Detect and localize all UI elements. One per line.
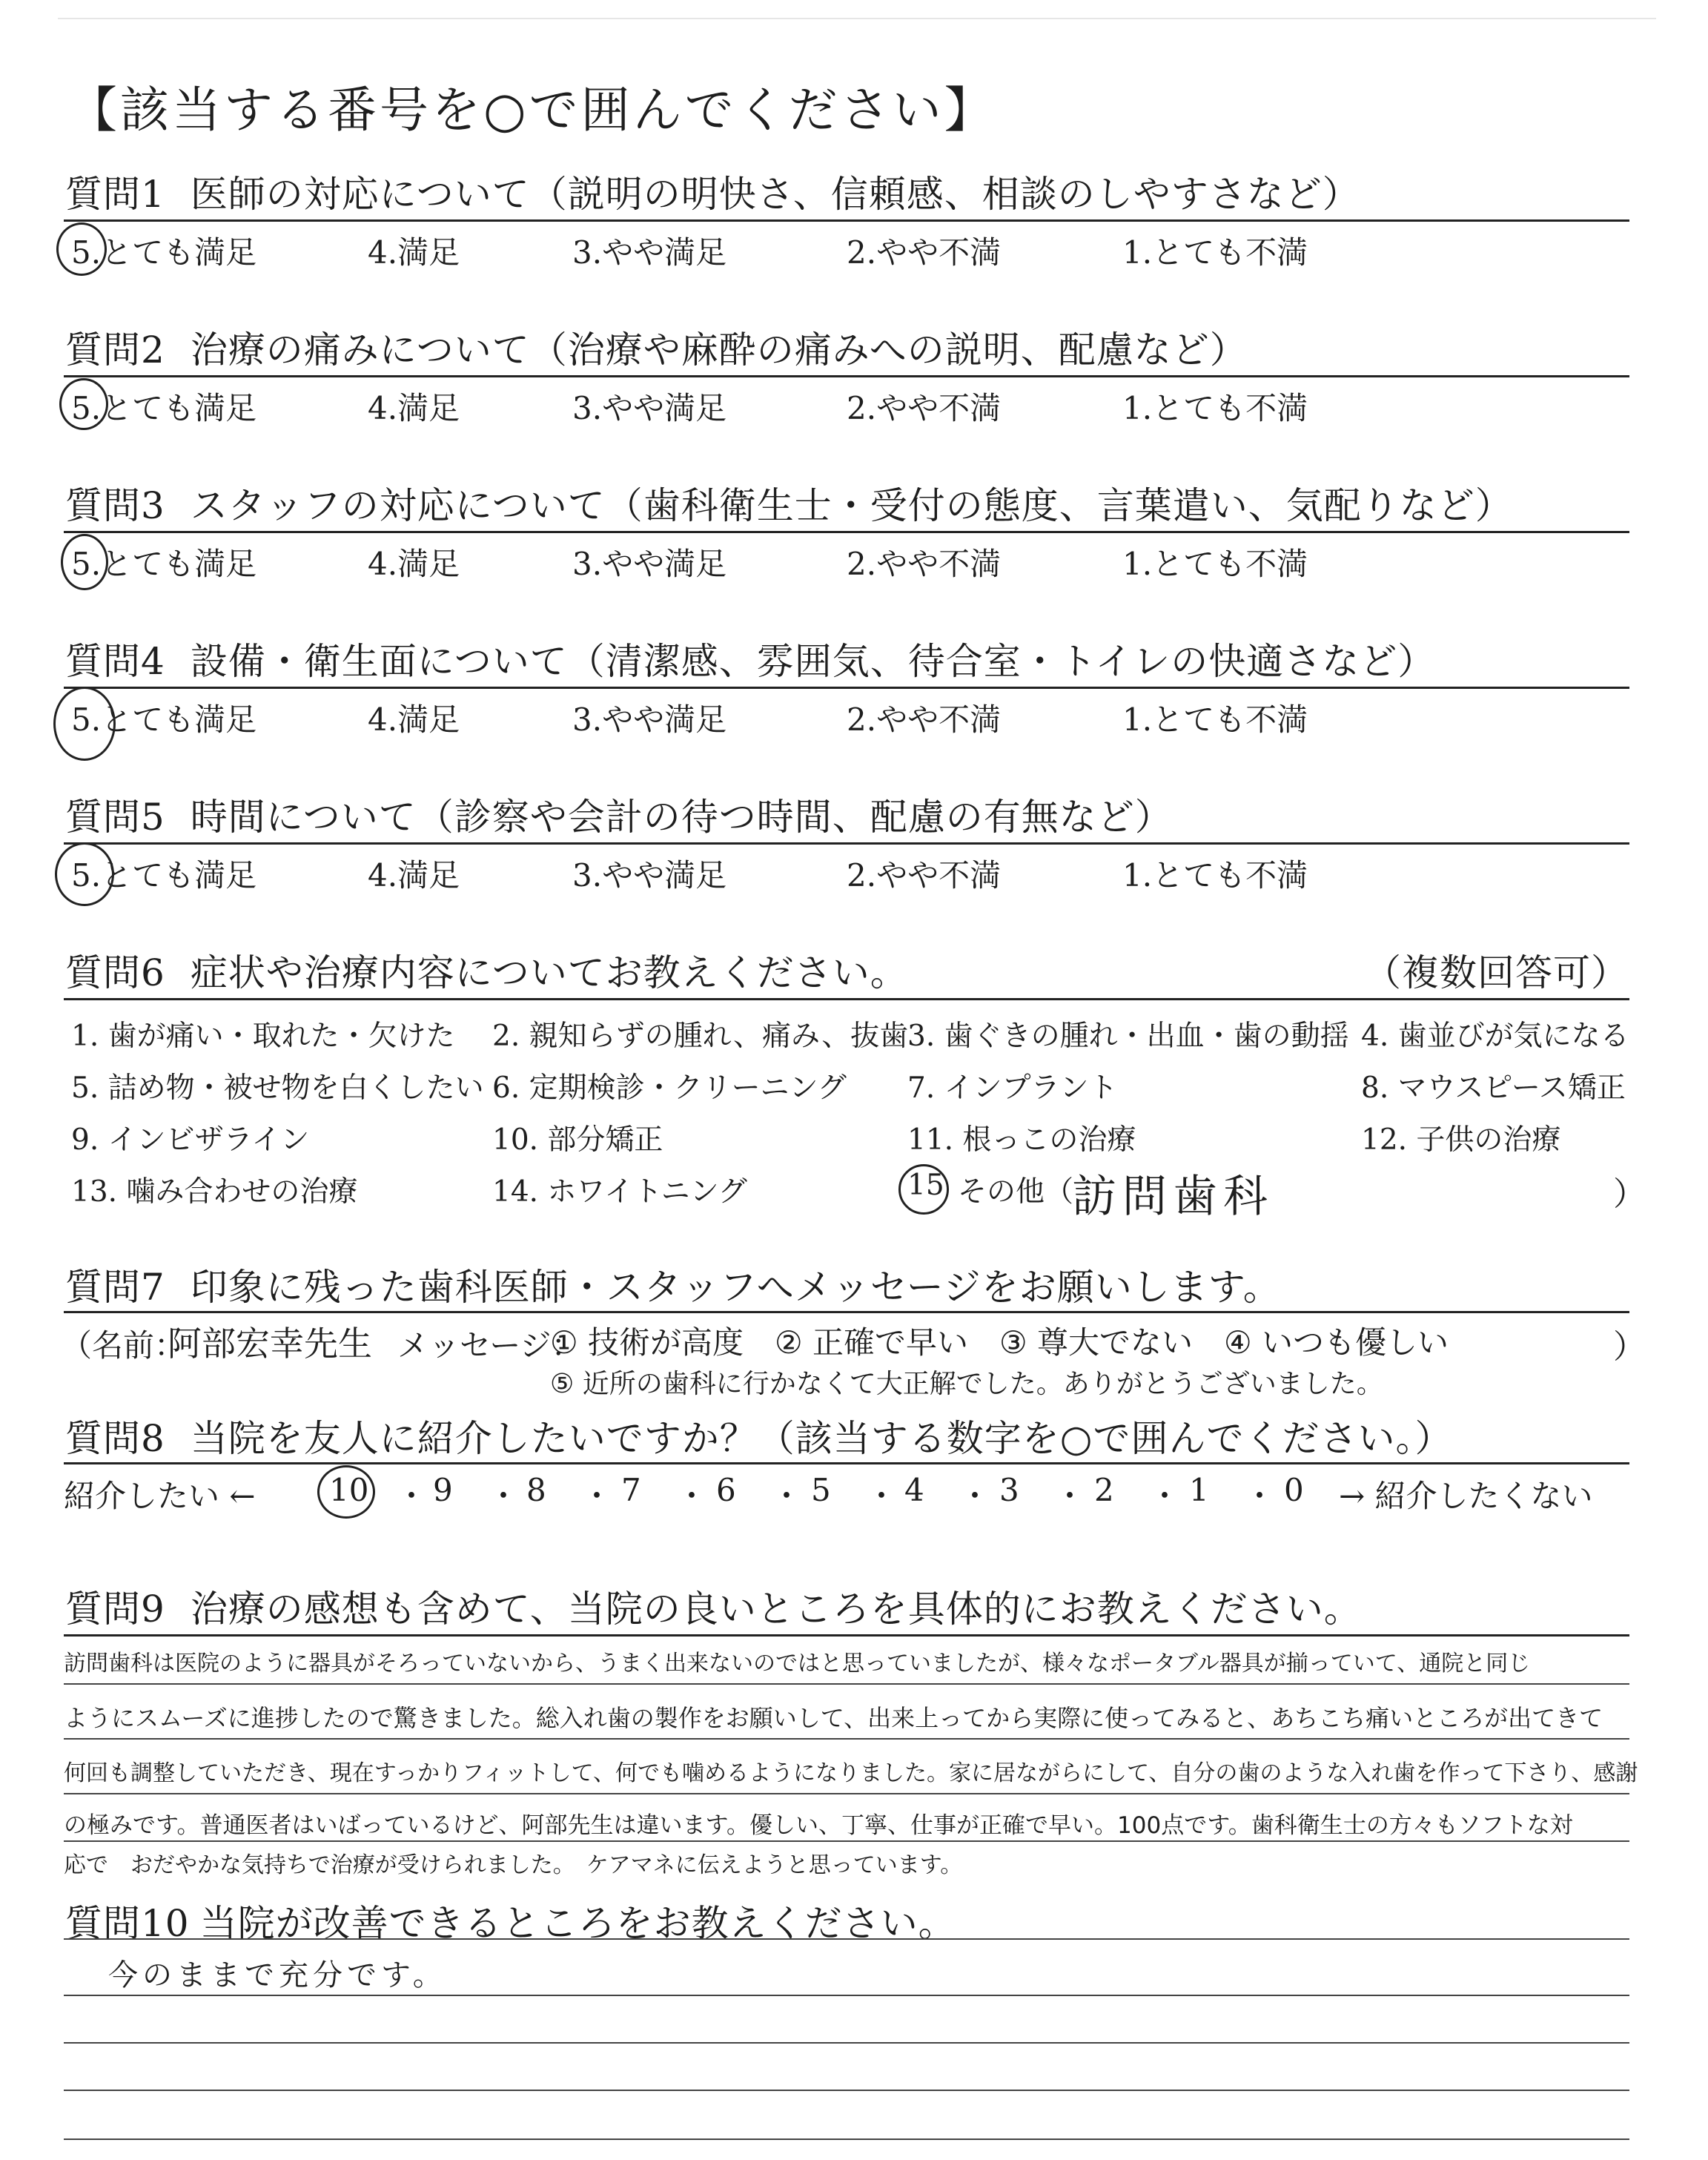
question-text: 症状や治療内容についてお教えください。 bbox=[190, 951, 908, 994]
question-7 bbox=[65, 1258, 1281, 1311]
question-number: 質問3 bbox=[65, 484, 165, 527]
answer-line: 今のままで充分です。 bbox=[108, 1958, 447, 1992]
scale-value[interactable]: 6 bbox=[716, 1472, 736, 1508]
option-2[interactable]: 2.やや不満 bbox=[847, 390, 1002, 426]
symptom-item-15[interactable]: 15 bbox=[907, 1169, 944, 1202]
option-1[interactable]: 1.とても不満 bbox=[1122, 234, 1308, 271]
question-number: 質問5 bbox=[65, 796, 165, 839]
selected-circle bbox=[61, 534, 108, 590]
question-number: 質問2 bbox=[65, 328, 165, 371]
option-5[interactable]: 5.とても満足 bbox=[71, 546, 257, 582]
answer-rule bbox=[64, 2042, 1629, 2044]
selected-circle bbox=[53, 687, 116, 761]
selected-circle bbox=[898, 1164, 949, 1215]
question-rule bbox=[64, 1311, 1629, 1313]
rating-options-q2 bbox=[71, 384, 1628, 429]
multiple-answer-note: （複数回答可） bbox=[1364, 951, 1629, 994]
option-1[interactable]: 1.とても不満 bbox=[1122, 857, 1308, 894]
option-3[interactable]: 3.やや満足 bbox=[572, 390, 727, 426]
answer-line: の極みです。普通医者はいばっているけど、阿部先生は違います。優しい、丁寧、仕事が正確で早い。100点です。歯科衛生士の方々もソフトな対 bbox=[64, 1812, 1573, 1839]
question-rule bbox=[64, 1462, 1629, 1464]
question-3 bbox=[65, 476, 1513, 529]
option-3[interactable]: 3.やや満足 bbox=[572, 234, 727, 271]
name-handwritten: 阿部宏幸先生 bbox=[168, 1324, 372, 1364]
option-5[interactable]: 5.とても満足 bbox=[71, 857, 257, 894]
scale-value[interactable]: 5 bbox=[811, 1472, 831, 1508]
scale-value[interactable]: 9 bbox=[433, 1472, 453, 1508]
scale-value[interactable]: 10 bbox=[329, 1472, 369, 1508]
scale-value[interactable]: 7 bbox=[621, 1472, 641, 1508]
rating-options-q5 bbox=[71, 851, 1628, 896]
answer-rule bbox=[64, 2138, 1629, 2140]
message-handwritten-line2: ⑤ 近所の歯科に行かなくて大正解でした。ありがとうございました。 bbox=[550, 1369, 1383, 1399]
option-5[interactable]: 5.とても満足 bbox=[71, 701, 257, 738]
scale-dot: ・ bbox=[488, 1478, 520, 1514]
answer-rule bbox=[64, 1793, 1629, 1794]
question-number: 質問8 bbox=[65, 1417, 165, 1460]
option-3[interactable]: 3.やや満足 bbox=[572, 701, 727, 738]
scale-value[interactable]: 0 bbox=[1284, 1472, 1304, 1508]
question-text: 印象に残った歯科医師・スタッフへメッセージをお願いします。 bbox=[190, 1266, 1281, 1309]
answer-rule bbox=[64, 1738, 1629, 1740]
question-number: 質問9 bbox=[65, 1588, 165, 1631]
answer-rule bbox=[64, 2090, 1629, 2091]
symptom-item[interactable]: 5. 詰め物・被せ物を白くしたい bbox=[71, 1071, 484, 1105]
question-rule bbox=[64, 219, 1629, 222]
rating-options-q1 bbox=[71, 228, 1628, 273]
question-1 bbox=[65, 165, 1360, 218]
question-rule bbox=[64, 998, 1629, 1000]
option-1[interactable]: 1.とても不満 bbox=[1122, 546, 1308, 582]
symptom-item[interactable]: 13. 噛み合わせの治療 bbox=[71, 1175, 358, 1209]
symptom-item[interactable]: 11. 根っこの治療 bbox=[907, 1123, 1136, 1157]
question-text: 当院が改善できるところをお教えください。 bbox=[199, 1902, 956, 1945]
symptom-item[interactable]: 14. ホワイトニング bbox=[492, 1175, 747, 1209]
scale-dot: ・ bbox=[866, 1478, 898, 1514]
answer-rule bbox=[64, 1995, 1629, 1996]
question-rule bbox=[64, 375, 1629, 377]
question-text: 時間について（診察や会計の待つ時間、配慮の有無など） bbox=[190, 796, 1173, 839]
question-number: 質問4 bbox=[65, 640, 165, 683]
answer-rule bbox=[64, 1683, 1629, 1685]
symptom-item[interactable]: 2. 親知らずの腫れ、痛み、抜歯 bbox=[492, 1020, 909, 1053]
option-4[interactable]: 4.満足 bbox=[368, 234, 460, 271]
question-rule bbox=[64, 531, 1629, 533]
name-label: （名前： bbox=[61, 1327, 186, 1364]
answer-line: 応で おだやかな気持ちで治療が受けられました。 ケアマネに伝えようと思っています。 bbox=[64, 1852, 963, 1878]
option-2[interactable]: 2.やや不満 bbox=[847, 701, 1002, 738]
question-rule bbox=[64, 1634, 1629, 1636]
symptom-item[interactable]: 6. 定期検診・クリーニング bbox=[492, 1071, 847, 1105]
answer-line: ようにスムーズに進捗したので驚きました。総入れ歯の製作をお願いして、出来上ってから実際に使ってみると、あちこち痛いところが出てきて bbox=[64, 1704, 1603, 1732]
option-3[interactable]: 3.やや満足 bbox=[572, 546, 727, 582]
symptom-item-other[interactable]: その他（ bbox=[958, 1175, 1074, 1209]
scale-left-label: 紹介したい ← bbox=[64, 1478, 256, 1514]
symptom-item[interactable]: 10. 部分矯正 bbox=[492, 1123, 663, 1157]
scale-dot: ・ bbox=[581, 1478, 613, 1514]
other-handwritten: 訪問歯科 bbox=[1072, 1171, 1274, 1223]
referral-scale bbox=[64, 1472, 1635, 1516]
message-label: メッセージ： bbox=[397, 1327, 583, 1364]
message-handwritten-line1: ① 技術が高度 ② 正確で早い ③ 尊大でない ④ いつも優しい bbox=[550, 1324, 1449, 1361]
question-text: スタッフの対応について（歯科衛生士・受付の態度、言葉遣い、気配りなど） bbox=[190, 484, 1513, 527]
question-9 bbox=[65, 1579, 1362, 1633]
option-2[interactable]: 2.やや不満 bbox=[847, 546, 1002, 582]
option-4[interactable]: 4.満足 bbox=[368, 546, 460, 582]
question-text: 設備・衛生面について（清潔感、雰囲気、待合室・トイレの快適さなど） bbox=[190, 640, 1436, 683]
answer-line: 訪問歯科は医院のように器具がそろっていないから、うまく出来ないのではと思っていましたが、様々なポータブル器具が揃っていて、通院と同じ bbox=[64, 1651, 1531, 1677]
symptom-item[interactable]: 9. インビザライン bbox=[71, 1123, 310, 1157]
selected-circle bbox=[56, 222, 107, 276]
question-number: 質問7 bbox=[65, 1266, 165, 1309]
scale-value[interactable]: 8 bbox=[526, 1472, 546, 1508]
question-number: 質問1 bbox=[65, 173, 165, 216]
scale-value[interactable]: 2 bbox=[1094, 1472, 1114, 1508]
answer-rule bbox=[64, 1840, 1629, 1842]
scale-dot: ・ bbox=[676, 1478, 708, 1514]
question-number: 質問10 bbox=[65, 1902, 190, 1945]
question-5 bbox=[65, 787, 1173, 841]
scale-dot: ・ bbox=[959, 1478, 991, 1514]
question-rule bbox=[64, 842, 1629, 845]
scale-dot: ・ bbox=[1149, 1478, 1181, 1514]
option-2[interactable]: 2.やや不満 bbox=[847, 234, 1002, 271]
question-2 bbox=[65, 320, 1248, 374]
option-3[interactable]: 3.やや満足 bbox=[572, 857, 727, 894]
selected-circle bbox=[317, 1465, 375, 1519]
close-paren: ） bbox=[1613, 1328, 1646, 1366]
symptom-item[interactable]: 1. 歯が痛い・取れた・欠けた bbox=[71, 1020, 455, 1053]
selected-circle bbox=[55, 842, 114, 906]
question-text: 治療の痛みについて（治療や麻酔の痛みへの説明、配慮など） bbox=[190, 328, 1248, 371]
question-text: 治療の感想も含めて、当院の良いところを具体的にお教えください。 bbox=[190, 1588, 1362, 1631]
answer-rule bbox=[64, 1938, 1629, 1940]
question-4 bbox=[65, 632, 1435, 685]
question-6 bbox=[65, 943, 908, 997]
rating-options-q4 bbox=[71, 696, 1628, 740]
scale-dot: ・ bbox=[1244, 1478, 1276, 1514]
option-5[interactable]: 5.とても満足 bbox=[71, 390, 257, 426]
symptom-item[interactable]: 8. マウスピース矯正 bbox=[1361, 1071, 1626, 1105]
option-4[interactable]: 4.満足 bbox=[368, 857, 460, 894]
question-text: 当院を友人に紹介したいですか？（該当する数字を○で囲んでください。） bbox=[190, 1417, 1453, 1460]
symptom-item[interactable]: 3. 歯ぐきの腫れ・出血・歯の動揺 bbox=[907, 1020, 1349, 1053]
scale-value[interactable]: 1 bbox=[1189, 1472, 1209, 1508]
option-1[interactable]: 1.とても不満 bbox=[1122, 701, 1308, 738]
option-5[interactable]: 5.とても満足 bbox=[71, 234, 257, 271]
question-rule bbox=[64, 687, 1629, 689]
symptom-item[interactable]: 7. インプラント bbox=[907, 1071, 1118, 1105]
selected-circle bbox=[59, 378, 108, 430]
option-4[interactable]: 4.満足 bbox=[368, 701, 460, 738]
option-2[interactable]: 2.やや不満 bbox=[847, 857, 1002, 894]
scale-value[interactable]: 4 bbox=[904, 1472, 924, 1508]
option-1[interactable]: 1.とても不満 bbox=[1122, 390, 1308, 426]
close-paren: ） bbox=[1613, 1175, 1646, 1213]
rating-options-q3 bbox=[71, 540, 1628, 584]
option-4[interactable]: 4.満足 bbox=[368, 390, 460, 426]
page-title: 【該当する番号を○で囲んでください】 bbox=[68, 82, 996, 139]
answer-line: 何回も調整していただき、現在すっかりフィットして、何でも噛めるようになりました。家に居ながらにして、自分の歯のような入れ歯を作って下さり、感謝 bbox=[64, 1760, 1638, 1786]
question-8 bbox=[65, 1409, 1452, 1462]
top-border bbox=[58, 18, 1656, 19]
symptom-item[interactable]: 12. 子供の治療 bbox=[1361, 1123, 1561, 1157]
symptom-item[interactable]: 4. 歯並びが気になる bbox=[1361, 1020, 1629, 1053]
scale-dot: ・ bbox=[1054, 1478, 1086, 1514]
question-text: 医師の対応について（説明の明快さ、信頼感、相談のしやすさなど） bbox=[190, 173, 1360, 216]
question-number: 質問6 bbox=[65, 951, 165, 994]
scale-right-label: → 紹介したくない bbox=[1339, 1478, 1593, 1514]
scale-value[interactable]: 3 bbox=[999, 1472, 1019, 1508]
scale-dot: ・ bbox=[771, 1478, 803, 1514]
scale-dot: ・ bbox=[396, 1478, 428, 1514]
